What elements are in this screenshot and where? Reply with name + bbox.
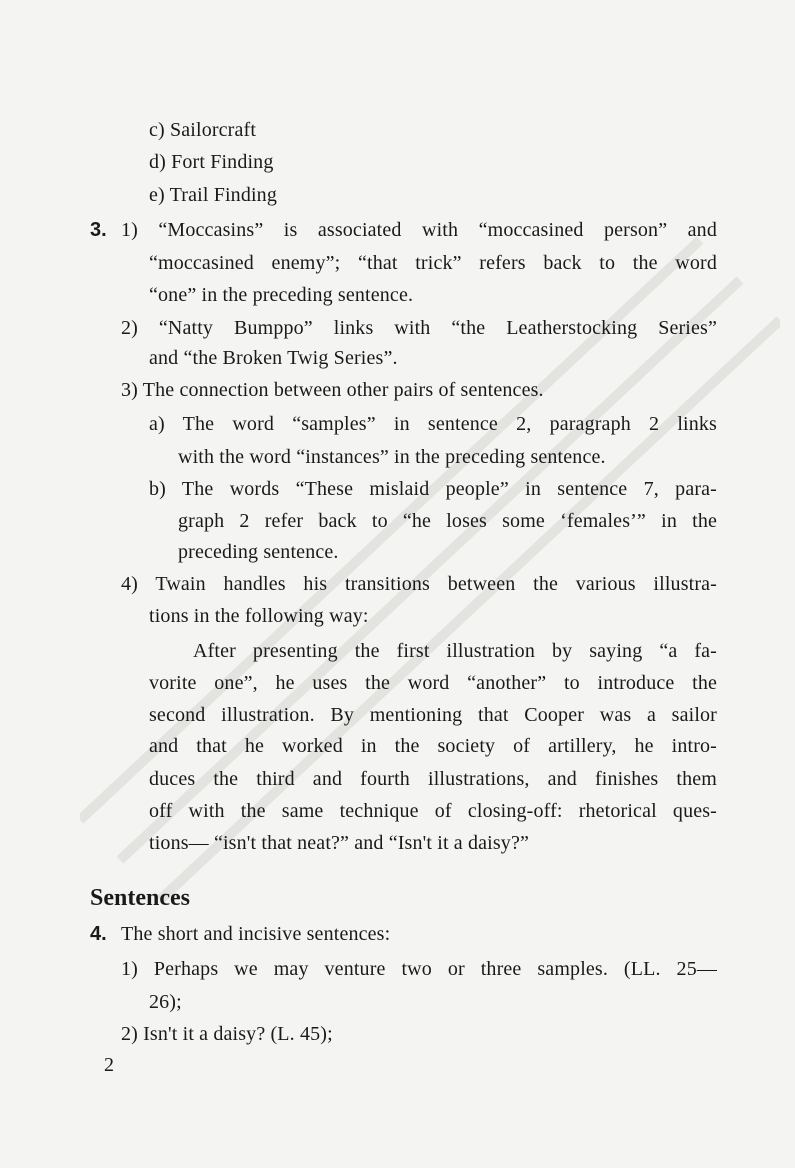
paragraph-line-1: After presenting the first illustration by saying “a fa- [193, 640, 717, 662]
paragraph-line-3: second illustration. By mentioning that Cooper was a sailor [149, 704, 717, 726]
question-3-item-4-line-1: 4) Twain handles his transitions between the various illustra- [121, 573, 717, 595]
question-3-item-2-line-2: and “the Broken Twig Series”. [149, 347, 398, 369]
question-3-item-4-line-2: tions in the following way: [149, 605, 369, 627]
question-3-item-3b-line-3: preceding sentence. [178, 541, 339, 563]
question-4-item-2: 2) Isn't it a daisy? (L. 45); [121, 1023, 333, 1045]
list-item-c: c) Sailorcraft [149, 119, 257, 141]
question-4-number: 4. [90, 923, 107, 945]
page-number: 2 [104, 1054, 114, 1076]
question-3-item-1-line-3: “one” in the preceding sentence. [149, 284, 414, 306]
question-3-item-3a-line-2: with the word “instances” in the preceding sentence. [178, 446, 606, 468]
question-4-item-1-line-2: 26); [149, 991, 182, 1013]
question-3-item-3: 3) The connection between other pairs of sentences. [121, 379, 544, 401]
paragraph-line-4: and that he worked in the society of artillery, he intro- [149, 735, 717, 757]
paragraph-line-5: duces the third and fourth illustrations, and finishes them [149, 768, 717, 790]
paragraph-line-7: tions— “isn't that neat?” and “Isn't it a daisy?” [149, 832, 529, 854]
question-3-item-1-line-2: “moccasined enemy”; “that trick” refers back to the word [149, 252, 717, 274]
question-3-item-2-line-1: 2) “Natty Bumppo” links with “the Leatherstocking Series” [121, 317, 717, 339]
question-3-item-3b-line-2: graph 2 refer back to “he loses some ‘females’” in the [178, 510, 717, 532]
question-3-item-3b-line-1: b) The words “These mislaid people” in sentence 7, para- [149, 478, 717, 500]
list-item-d: d) Fort Finding [149, 151, 274, 173]
list-item-e: e) Trail Finding [149, 184, 277, 206]
question-4-item-1-line-1: 1) Perhaps we may venture two or three samples. (LL. 25— [121, 958, 717, 980]
question-4-text: The short and incisive sentences: [121, 923, 391, 945]
question-3-number: 3. [90, 219, 107, 241]
paragraph-line-2: vorite one”, he uses the word “another” to introduce the [149, 672, 717, 694]
section-heading-sentences: Sentences [90, 885, 190, 911]
paragraph-line-6: off with the same technique of closing-off: rhetorical ques- [149, 800, 717, 822]
question-3-item-3a-line-1: a) The word “samples” in sentence 2, paragraph 2 links [149, 413, 717, 435]
question-3-item-1-line-1: 1) “Moccasins” is associated with “moccasined person” and [121, 219, 717, 241]
